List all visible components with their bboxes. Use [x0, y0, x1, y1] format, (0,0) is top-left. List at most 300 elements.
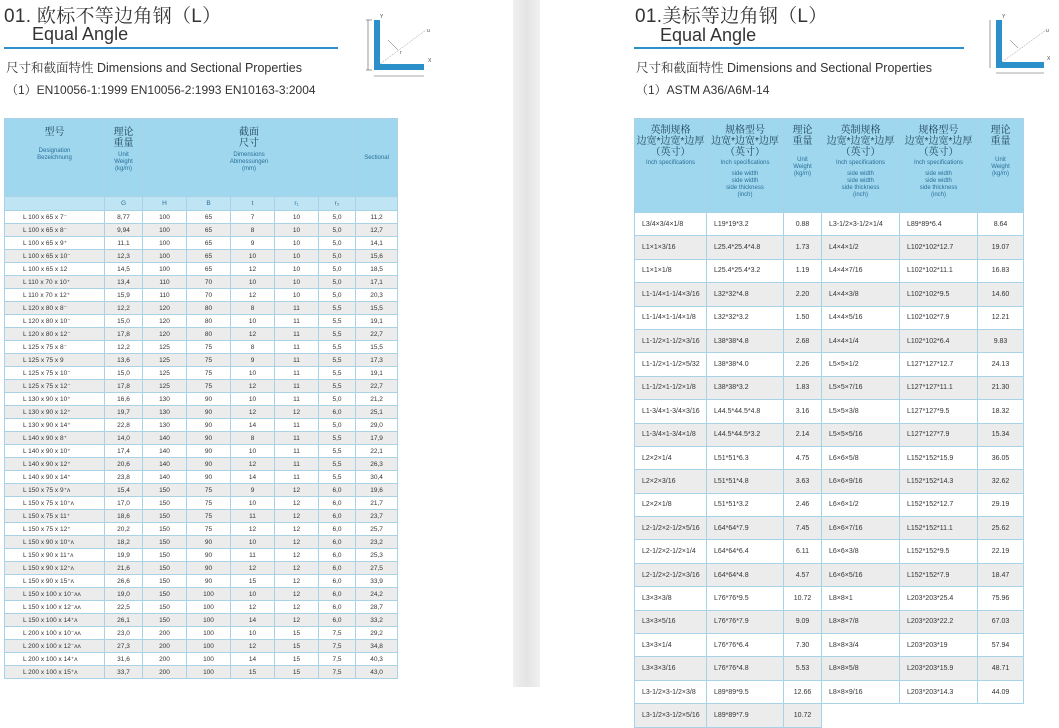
table-cell: 11,1 — [105, 237, 143, 250]
table-cell: 15,6 — [356, 250, 398, 263]
table-cell: L38*38*4.0 — [707, 353, 784, 376]
table-cell: 12.66 — [784, 680, 822, 703]
table-row — [5, 302, 398, 315]
table-cell: 6,0 — [319, 562, 356, 575]
table-cell: 140 — [143, 445, 187, 458]
table-cell: 8.64 — [978, 213, 1024, 236]
table-row — [5, 263, 398, 276]
table-cell: 19,6 — [356, 484, 398, 497]
table-cell: 29,2 — [356, 627, 398, 640]
table-cell: 75 — [187, 510, 231, 523]
table-cell: 10 — [231, 367, 275, 380]
table-cell: L 120 x 80 x 10⁻ — [5, 315, 105, 328]
table-row — [635, 353, 1024, 376]
table-cell: 150 — [143, 523, 187, 536]
table-cell: 44.09 — [978, 680, 1024, 703]
table-cell: 5,5 — [319, 367, 356, 380]
table-row — [635, 400, 1024, 423]
table-cell: 9 — [231, 237, 275, 250]
table-cell: L32*32*4.8 — [707, 283, 784, 306]
table-cell: 27,5 — [356, 562, 398, 575]
table-cell: 5,0 — [319, 276, 356, 289]
table-cell: L44.5*44.5*4.8 — [707, 400, 784, 423]
table-cell: 12 — [275, 601, 319, 614]
table-cell: 20,6 — [105, 458, 143, 471]
table-cell: 17,8 — [105, 328, 143, 341]
header-sym-r2: r₂ — [319, 197, 356, 211]
table-cell: 12 — [275, 588, 319, 601]
table-cell: 200 — [143, 627, 187, 640]
table-cell: 10 — [231, 497, 275, 510]
table-row — [5, 289, 398, 302]
table-cell: L19*19*3.2 — [707, 213, 784, 236]
table-cell: 12 — [231, 458, 275, 471]
table-cell: 5,5 — [319, 445, 356, 458]
table-cell: L 100 x 65 x 8⁻ — [5, 224, 105, 237]
table-cell: L51*51*4.8 — [707, 470, 784, 493]
table-cell: 5,5 — [319, 354, 356, 367]
table-cell: L1×1×1/8 — [635, 259, 707, 282]
table-cell: 28,7 — [356, 601, 398, 614]
table-cell: 12 — [231, 601, 275, 614]
table-cell: 6,0 — [319, 588, 356, 601]
table-cell: 14 — [231, 614, 275, 627]
table-cell: 15,4 — [105, 484, 143, 497]
table-cell: 5,5 — [319, 328, 356, 341]
table-cell: L 100 x 65 x 12 — [5, 263, 105, 276]
table-cell: L2×2×3/16 — [635, 470, 707, 493]
right-description: 尺寸和截面特性 Dimensions and Sectional Properties — [636, 61, 932, 75]
table-cell: 10 — [275, 263, 319, 276]
table-cell: 25,7 — [356, 523, 398, 536]
table-cell: 6,0 — [319, 614, 356, 627]
table-cell: L89*89*9.5 — [707, 680, 784, 703]
table-cell: 40,3 — [356, 653, 398, 666]
table-cell: L3×3×5/16 — [635, 610, 707, 633]
table-cell: L 110 x 70 x 12⁺ — [5, 289, 105, 302]
table-cell: L6×6×5/8 — [822, 446, 900, 469]
table-row — [5, 237, 398, 250]
table-cell: L152*152*12.7 — [900, 493, 978, 516]
left-standard: （1）EN10056-1:1999 EN10056-2:1993 EN10163-3:2004 — [6, 83, 316, 97]
table-cell: L4×4×1/2 — [822, 236, 900, 259]
table-cell: L8×8×9/16 — [822, 680, 900, 703]
table-row — [5, 367, 398, 380]
table-cell: 100 — [187, 640, 231, 653]
table-cell: 17,4 — [105, 445, 143, 458]
table-cell: L102*102*11.1 — [900, 259, 978, 282]
table-cell — [822, 704, 900, 727]
right-page — [540, 0, 1059, 719]
table-cell: L25.4*25.4*4.8 — [707, 236, 784, 259]
table-cell: 7.45 — [784, 517, 822, 540]
table-cell: L76*76*7.9 — [707, 610, 784, 633]
table-cell: 26,6 — [105, 575, 143, 588]
table-cell: 65 — [187, 250, 231, 263]
table-cell: 6.11 — [784, 540, 822, 563]
table-cell: 100 — [143, 237, 187, 250]
table-cell: 10 — [231, 445, 275, 458]
header-inch-spec-2: 英制规格 边宽*边宽*边厚 （英寸） Inch specifications side width side width side thickness (inch) — [822, 119, 900, 213]
table-cell: 125 — [143, 380, 187, 393]
table-cell: L 150 x 75 x 9⁺ʌ — [5, 484, 105, 497]
table-cell: L102*102*9.5 — [900, 283, 978, 306]
table-cell: 80 — [187, 328, 231, 341]
header-sym-blank — [5, 197, 105, 211]
table-cell: 80 — [187, 302, 231, 315]
table-cell: L1-1/2×1-1/2×3/16 — [635, 329, 707, 352]
table-cell: L 130 x 90 x 14⁺ — [5, 419, 105, 432]
table-row — [5, 471, 398, 484]
table-cell: 17,3 — [356, 354, 398, 367]
table-cell: 23,8 — [105, 471, 143, 484]
table-cell: 22,7 — [356, 380, 398, 393]
table-cell: 6,0 — [319, 497, 356, 510]
table-cell: 80 — [187, 315, 231, 328]
table-row — [5, 250, 398, 263]
table-cell: 10.72 — [784, 587, 822, 610]
table-row — [635, 587, 1024, 610]
table-cell: L 200 x 100 x 10⁻ʌʌ — [5, 627, 105, 640]
table-cell: 36.05 — [978, 446, 1024, 469]
table-cell: 18,5 — [356, 263, 398, 276]
table-cell: 15,9 — [105, 289, 143, 302]
svg-text:u: u — [427, 28, 430, 34]
table-cell: L 200 x 100 x 12⁻ʌʌ — [5, 640, 105, 653]
table-cell: 125 — [143, 354, 187, 367]
table-cell: 11,2 — [356, 211, 398, 224]
table-cell: L4×4×5/16 — [822, 306, 900, 329]
table-cell: L51*51*3.2 — [707, 493, 784, 516]
table-cell: L152*152*14.3 — [900, 470, 978, 493]
table-cell: 9.09 — [784, 610, 822, 633]
table-cell: 200 — [143, 653, 187, 666]
table-cell: 7,5 — [319, 666, 356, 679]
table-row — [5, 406, 398, 419]
table-row — [635, 376, 1024, 399]
svg-text:X: X — [1047, 56, 1051, 62]
header-inch-spec: 英制规格 边宽*边宽*边厚 （英寸） Inch specifications — [635, 119, 707, 213]
table-cell: 14,1 — [356, 237, 398, 250]
table-cell: 6,0 — [319, 406, 356, 419]
table-cell: 140 — [143, 458, 187, 471]
table-cell: L3×3×3/8 — [635, 587, 707, 610]
table-cell: 8 — [231, 432, 275, 445]
table-cell: 10 — [231, 393, 275, 406]
table-cell: L203*203*14.3 — [900, 680, 978, 703]
table-cell: L 200 x 100 x 15⁺ʌ — [5, 666, 105, 679]
table-cell: 70 — [187, 276, 231, 289]
table-cell: 3.16 — [784, 400, 822, 423]
table-cell: L4×4×3/8 — [822, 283, 900, 306]
table-cell: L76*76*6.4 — [707, 634, 784, 657]
table-cell: 110 — [143, 276, 187, 289]
table-cell: 10 — [231, 250, 275, 263]
table-cell: 32.62 — [978, 470, 1024, 493]
table-cell: 8 — [231, 341, 275, 354]
table-cell: L 150 x 90 x 12⁺ʌ — [5, 562, 105, 575]
table-cell: L1-1/2×1-1/2×1/8 — [635, 376, 707, 399]
table-cell: 12 — [275, 614, 319, 627]
table-cell: 19,0 — [105, 588, 143, 601]
table-cell: L 125 x 75 x 10⁻ — [5, 367, 105, 380]
table-cell: 12 — [231, 263, 275, 276]
table-cell: 11 — [275, 367, 319, 380]
table-cell: 23,7 — [356, 510, 398, 523]
table-cell: 90 — [187, 419, 231, 432]
table-cell: L203*203*19 — [900, 634, 978, 657]
table-cell: 11 — [275, 393, 319, 406]
table-cell: L38*38*4.8 — [707, 329, 784, 352]
table-cell: 6,0 — [319, 575, 356, 588]
table-cell: L89*89*6.4 — [900, 213, 978, 236]
table-cell: L3-1/2×3-1/2×3/8 — [635, 680, 707, 703]
table-cell: 11 — [275, 432, 319, 445]
table-cell: 12 — [275, 406, 319, 419]
table-cell: 23,0 — [105, 627, 143, 640]
header-sectional: Sectional — [356, 119, 398, 197]
header-sym-g: G — [105, 197, 143, 211]
table-cell: 100 — [187, 627, 231, 640]
table-cell: 1.50 — [784, 306, 822, 329]
table-cell: 130 — [143, 406, 187, 419]
table-row — [5, 224, 398, 237]
table-cell: 12 — [275, 484, 319, 497]
table-cell: 12,2 — [105, 341, 143, 354]
table-cell: 10 — [275, 211, 319, 224]
table-cell: 24.13 — [978, 353, 1024, 376]
table-cell: 90 — [187, 432, 231, 445]
table-cell: 21,7 — [356, 497, 398, 510]
table-cell: 14,0 — [105, 432, 143, 445]
table-cell: 21,2 — [356, 393, 398, 406]
table-row — [5, 458, 398, 471]
table-cell: 150 — [143, 497, 187, 510]
table-cell: 23,2 — [356, 536, 398, 549]
table-cell: 100 — [143, 250, 187, 263]
table-cell: 200 — [143, 666, 187, 679]
table-cell: 57.94 — [978, 634, 1024, 657]
table-row — [635, 610, 1024, 633]
table-cell: 21.30 — [978, 376, 1024, 399]
table-row — [5, 562, 398, 575]
table-row — [5, 432, 398, 445]
table-cell: L2×2×1/4 — [635, 446, 707, 469]
table-cell: 100 — [187, 588, 231, 601]
table-cell: 10 — [231, 627, 275, 640]
table-row — [5, 510, 398, 523]
table-cell: 4.75 — [784, 446, 822, 469]
table-cell: L203*203*22.2 — [900, 610, 978, 633]
table-cell: 12 — [231, 523, 275, 536]
table-cell: 14 — [231, 471, 275, 484]
table-cell: 65 — [187, 211, 231, 224]
table-cell: 12,7 — [356, 224, 398, 237]
table-cell: 2.68 — [784, 329, 822, 352]
table-cell: L89*89*7.9 — [707, 704, 784, 727]
table-cell: L5×5×7/16 — [822, 376, 900, 399]
table-row — [635, 540, 1024, 563]
table-cell: 15 — [275, 627, 319, 640]
header-sym-blank-2 — [356, 197, 398, 211]
table-cell: L4×4×7/16 — [822, 259, 900, 282]
table-cell: 140 — [143, 432, 187, 445]
angle-profile-icon — [986, 12, 1056, 76]
table-cell: L8×8×5/8 — [822, 657, 900, 680]
table-row — [635, 517, 1024, 540]
table-cell: 10.72 — [784, 704, 822, 727]
table-cell: L2×2×1/8 — [635, 493, 707, 516]
table-cell: 11 — [275, 458, 319, 471]
table-row — [5, 419, 398, 432]
table-cell: 10 — [275, 289, 319, 302]
right-standard: （1）ASTM A36/A6M-14 — [636, 83, 770, 97]
table-cell: 9.83 — [978, 329, 1024, 352]
table-cell: L 150 x 100 x 10⁻ʌʌ — [5, 588, 105, 601]
table-cell: 5,5 — [319, 380, 356, 393]
right-title-rule — [634, 47, 964, 49]
table-cell: 5,0 — [319, 237, 356, 250]
table-cell: 13,4 — [105, 276, 143, 289]
table-cell: 15,5 — [356, 341, 398, 354]
table-cell: L152*152*15.9 — [900, 446, 978, 469]
table-cell: 25.62 — [978, 517, 1024, 540]
table-cell: L6×6×9/16 — [822, 470, 900, 493]
table-cell: 2.26 — [784, 353, 822, 376]
table-cell: 6,0 — [319, 510, 356, 523]
table-cell: 75.96 — [978, 587, 1024, 610]
table-cell: 11 — [231, 549, 275, 562]
table-cell: 90 — [187, 471, 231, 484]
header-weight-2: 理论 重量 Unit Weight (kg/m) — [978, 119, 1024, 213]
table-cell: L2-1/2×2-1/2×1/4 — [635, 540, 707, 563]
table-cell: L3×3×1/4 — [635, 634, 707, 657]
table-cell: L3-1/2×3-1/2×5/16 — [635, 704, 707, 727]
table-cell: 130 — [143, 393, 187, 406]
table-cell: 65 — [187, 237, 231, 250]
table-cell: 19,1 — [356, 367, 398, 380]
table-cell: 43,0 — [356, 666, 398, 679]
table-row — [5, 536, 398, 549]
table-cell: 8 — [231, 302, 275, 315]
table-cell: 12 — [275, 536, 319, 549]
table-cell: L44.5*44.5*3.2 — [707, 423, 784, 446]
table-cell: 5,0 — [319, 263, 356, 276]
table-cell: L5×5×5/16 — [822, 423, 900, 446]
table-cell: L8×8×3/4 — [822, 634, 900, 657]
header-sym-h: H — [143, 197, 187, 211]
table-cell: L 100 x 65 x 9⁺ — [5, 237, 105, 250]
table-cell: L51*51*6.3 — [707, 446, 784, 469]
table-cell: 27,3 — [105, 640, 143, 653]
table-cell: L6×6×5/16 — [822, 563, 900, 586]
table-cell: 14 — [231, 419, 275, 432]
table-cell: 65 — [187, 224, 231, 237]
table-cell: L127*127*11.1 — [900, 376, 978, 399]
table-cell: L64*64*6.4 — [707, 540, 784, 563]
table-cell: L1-1/4×1-1/4×3/16 — [635, 283, 707, 306]
table-cell: 8,77 — [105, 211, 143, 224]
table-row — [5, 354, 398, 367]
table-cell: 150 — [143, 575, 187, 588]
table-cell: 19,9 — [105, 549, 143, 562]
table-cell: 15,0 — [105, 367, 143, 380]
table-cell: 14,5 — [105, 263, 143, 276]
table-cell: L1-3/4×1-3/4×1/8 — [635, 423, 707, 446]
table-cell: L1-3/4×1-3/4×3/16 — [635, 400, 707, 423]
table-cell: 5,0 — [319, 289, 356, 302]
table-cell: 22,8 — [105, 419, 143, 432]
table-cell: 75 — [187, 497, 231, 510]
table-row — [5, 315, 398, 328]
table-cell: L76*76*4.8 — [707, 657, 784, 680]
table-row — [635, 493, 1024, 516]
table-cell: L152*152*9.5 — [900, 540, 978, 563]
table-cell: 100 — [143, 224, 187, 237]
table-cell: 5,0 — [319, 211, 356, 224]
angle-profile-icon — [362, 10, 438, 80]
svg-text:Y: Y — [1002, 14, 1006, 20]
table-row — [5, 653, 398, 666]
table-row — [635, 423, 1024, 446]
table-cell: 110 — [143, 289, 187, 302]
table-row — [635, 213, 1024, 236]
table-cell: 15 — [275, 640, 319, 653]
table-cell: 1.83 — [784, 376, 822, 399]
table-row — [5, 601, 398, 614]
table-cell: L 100 x 65 x 10⁻ — [5, 250, 105, 263]
table-cell: 12 — [275, 510, 319, 523]
table-cell: 90 — [187, 393, 231, 406]
table-cell: 20,2 — [105, 523, 143, 536]
table-cell: 12,3 — [105, 250, 143, 263]
header-weight: 理论 重量 Unit Weight (kg/m) — [784, 119, 822, 213]
table-cell: 90 — [187, 549, 231, 562]
table-cell: L 120 x 80 x 12⁻ — [5, 328, 105, 341]
table-cell: 2.14 — [784, 423, 822, 446]
table-cell: 5,5 — [319, 432, 356, 445]
table-cell: 17,1 — [356, 276, 398, 289]
table-cell: 16.83 — [978, 259, 1024, 282]
table-row — [635, 634, 1024, 657]
table-cell: L 100 x 65 x 7⁻ — [5, 211, 105, 224]
table-cell: 15,5 — [356, 302, 398, 315]
table-cell: 12 — [231, 289, 275, 302]
table-cell: 24,2 — [356, 588, 398, 601]
table-cell: 15 — [231, 666, 275, 679]
table-cell: 22,5 — [105, 601, 143, 614]
table-cell: 90 — [187, 458, 231, 471]
table-cell: L 150 x 75 x 12⁺ — [5, 523, 105, 536]
table-cell: L 150 x 90 x 15⁺ʌ — [5, 575, 105, 588]
table-cell: 140 — [143, 471, 187, 484]
right-title-en: Equal Angle — [660, 25, 757, 45]
table-cell: L 130 x 90 x 10⁺ — [5, 393, 105, 406]
table-cell: L152*152*7.9 — [900, 563, 978, 586]
table-cell: 5,5 — [319, 302, 356, 315]
table-cell: 12 — [231, 562, 275, 575]
table-cell: L 140 x 90 x 10⁺ — [5, 445, 105, 458]
table-cell: 5,0 — [319, 224, 356, 237]
table-cell: L6×6×1/2 — [822, 493, 900, 516]
left-description: 尺寸和截面特性 Dimensions and Sectional Properties — [6, 61, 302, 75]
table-cell: 5,0 — [319, 419, 356, 432]
table-cell: 150 — [143, 549, 187, 562]
table-cell: 12 — [275, 562, 319, 575]
table-cell: 33,7 — [105, 666, 143, 679]
table-cell: 10 — [275, 250, 319, 263]
table-cell: 7,5 — [319, 640, 356, 653]
